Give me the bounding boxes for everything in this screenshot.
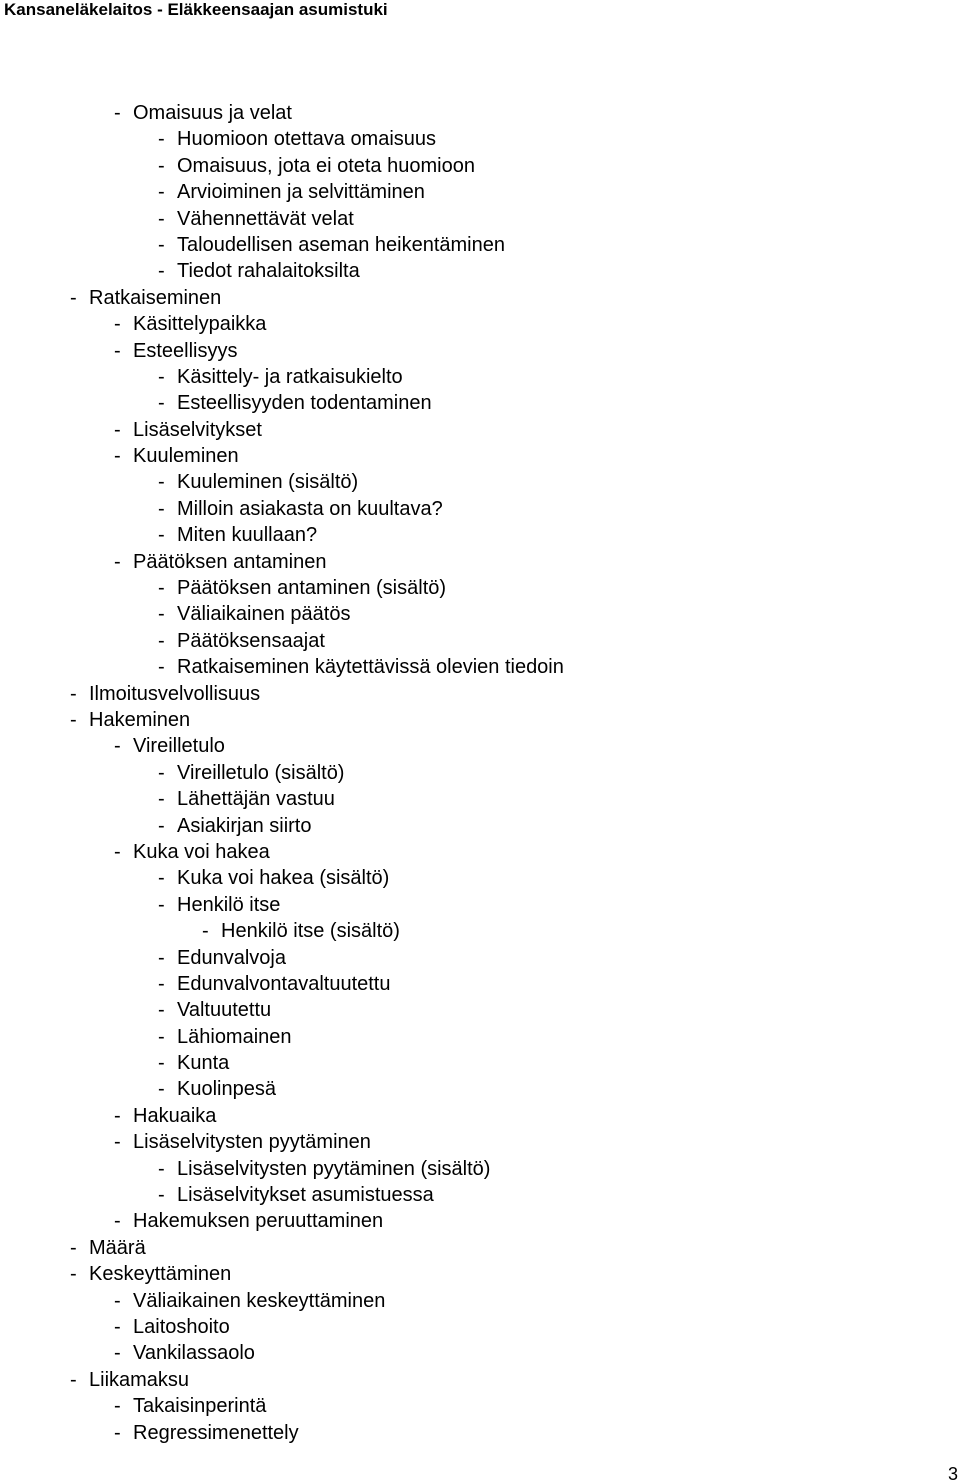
page-number: 3 — [947, 1464, 958, 1484]
toc-item — [0, 1314, 960, 1340]
toc-item-label: Kuka voi hakea (sisältö) — [177, 867, 390, 890]
toc-item-label: Hakeminen — [89, 708, 191, 731]
toc-item-dash: - — [158, 524, 165, 547]
toc-item-dash: - — [114, 1131, 121, 1154]
toc-item — [0, 1393, 960, 1419]
toc-item-dash: - — [114, 445, 121, 468]
toc-item — [0, 839, 960, 865]
toc-item — [0, 1208, 960, 1234]
toc-item-label: Lisäselvitysten pyytäminen (sisältö) — [177, 1157, 491, 1180]
toc-item-label: Esteellisyyden todentaminen — [177, 392, 432, 415]
toc-item — [0, 1050, 960, 1076]
toc-item-dash: - — [158, 1184, 165, 1207]
toc-item — [0, 1261, 960, 1287]
toc-item-dash: - — [158, 788, 165, 811]
toc-item-label: Päätöksen antaminen (sisältö) — [177, 577, 447, 600]
toc-item-label: Vireilletulo (sisältö) — [177, 761, 345, 784]
toc-item-dash: - — [158, 867, 165, 890]
toc-item — [0, 1076, 960, 1102]
toc-item-label: Keskeyttäminen — [89, 1263, 232, 1286]
toc-item-label: Kunta — [177, 1052, 230, 1075]
toc-item-label: Henkilö itse (sisältö) — [221, 920, 400, 943]
toc-item — [0, 206, 960, 232]
toc-item-dash: - — [158, 814, 165, 837]
toc-item — [0, 232, 960, 258]
toc-item-label: Ratkaiseminen käytettävissä olevien tiedoin — [177, 656, 564, 679]
toc-item-label: Miten kuullaan? — [177, 524, 318, 547]
toc-item-label: Kuolinpesä — [177, 1078, 276, 1101]
toc-item — [0, 575, 960, 601]
toc-item-label: Kuuleminen (sisältö) — [177, 471, 359, 494]
toc-item-label: Liikamaksu — [89, 1368, 190, 1391]
toc-item — [0, 865, 960, 891]
toc-item-dash: - — [202, 920, 209, 943]
toc-item-dash: - — [158, 761, 165, 784]
toc-item-dash: - — [158, 471, 165, 494]
toc-item-dash: - — [158, 972, 165, 995]
toc-item-dash: - — [158, 392, 165, 415]
toc-item-label: Kuuleminen — [133, 445, 239, 468]
toc-item — [0, 522, 960, 548]
toc-item — [0, 258, 960, 284]
toc-item — [0, 285, 960, 311]
toc-item-label: Ratkaiseminen — [89, 286, 222, 309]
toc-item — [0, 1024, 960, 1050]
toc-item — [0, 813, 960, 839]
toc-item-label: Omaisuus ja velat — [133, 102, 292, 124]
toc-item-dash: - — [70, 682, 77, 705]
toc-item — [0, 760, 960, 786]
toc-item-label: Lisäselvitykset — [133, 418, 262, 441]
toc-item-label: Lisäselvitysten pyytäminen — [133, 1131, 371, 1154]
toc-item-dash: - — [114, 1315, 121, 1338]
toc-item-dash: - — [114, 840, 121, 863]
toc-item — [0, 496, 960, 522]
toc-item-label: Esteellisyys — [133, 339, 238, 362]
toc-item — [0, 549, 960, 575]
toc-item — [0, 126, 960, 152]
toc-item — [0, 707, 960, 733]
toc-item — [0, 654, 960, 680]
toc-item-label: Käsittely- ja ratkaisukielto — [177, 365, 403, 388]
toc-item — [0, 100, 960, 126]
toc-item-dash: - — [114, 550, 121, 573]
toc-item — [0, 1182, 960, 1208]
toc-item — [0, 1129, 960, 1155]
toc-item-label: Määrä — [89, 1236, 146, 1259]
toc-item — [0, 153, 960, 179]
toc-item-label: Vireilletulo — [133, 735, 225, 758]
toc-item — [0, 1340, 960, 1366]
toc-item-dash: - — [158, 1157, 165, 1180]
toc-item-dash: - — [158, 497, 165, 520]
table-of-contents — [0, 100, 960, 1446]
toc-item — [0, 945, 960, 971]
toc-item-dash: - — [158, 207, 165, 230]
toc-item-dash: - — [158, 1052, 165, 1075]
toc-item-dash: - — [70, 1368, 77, 1391]
toc-item-dash: - — [158, 1078, 165, 1101]
toc-item-label: Väliaikainen päätös — [177, 603, 351, 626]
toc-item-dash: - — [158, 893, 165, 916]
toc-item-label: Takaisinperintä — [133, 1395, 267, 1418]
toc-item-label: Milloin asiakasta on kuultava? — [177, 497, 443, 520]
toc-item-label: Lähiomainen — [177, 1025, 292, 1048]
toc-item-label: Regressimenettely — [133, 1421, 299, 1444]
toc-item-dash: - — [114, 1210, 121, 1233]
toc-item-dash: - — [158, 154, 165, 177]
toc-item-dash: - — [114, 1289, 121, 1312]
toc-item-dash: - — [70, 286, 77, 309]
toc-item — [0, 1156, 960, 1182]
toc-item — [0, 786, 960, 812]
toc-item-label: Huomioon otettava omaisuus — [177, 128, 437, 151]
toc-item-dash: - — [114, 102, 121, 124]
toc-item-dash: - — [158, 577, 165, 600]
toc-item-label: Hakuaika — [133, 1104, 217, 1127]
toc-item — [0, 681, 960, 707]
toc-item — [0, 997, 960, 1023]
toc-item — [0, 1420, 960, 1446]
toc-item — [0, 179, 960, 205]
toc-item-dash: - — [114, 1104, 121, 1127]
toc-item-dash: - — [114, 339, 121, 362]
toc-item-dash: - — [114, 735, 121, 758]
toc-item-dash: - — [70, 708, 77, 731]
toc-item-dash: - — [158, 629, 165, 652]
toc-item-label: Lisäselvitykset asumistuessa — [177, 1184, 434, 1207]
toc-item — [0, 892, 960, 918]
toc-item — [0, 417, 960, 443]
toc-item-dash: - — [158, 603, 165, 626]
toc-item-dash: - — [158, 999, 165, 1022]
toc-item-label: Päätöksensaajat — [177, 629, 325, 652]
toc-item-dash: - — [158, 656, 165, 679]
toc-item-dash: - — [114, 418, 121, 441]
toc-item-label: Hakemuksen peruuttaminen — [133, 1210, 384, 1233]
toc-item-dash: - — [158, 128, 165, 151]
toc-item-dash: - — [158, 1025, 165, 1048]
toc-item — [0, 1235, 960, 1261]
toc-item — [0, 628, 960, 654]
toc-item-label: Ilmoitusvelvollisuus — [89, 682, 261, 705]
toc-item — [0, 971, 960, 997]
toc-item-dash: - — [114, 1421, 121, 1444]
toc-item-dash: - — [114, 1342, 121, 1365]
toc-item-label: Edunvalvontavaltuutettu — [177, 972, 391, 995]
toc-item-label: Lähettäjän vastuu — [177, 788, 335, 811]
toc-item — [0, 733, 960, 759]
toc-item-label: Päätöksen antaminen — [133, 550, 327, 573]
toc-item-dash: - — [158, 233, 165, 256]
toc-item-label: Arvioiminen ja selvittäminen — [177, 181, 425, 204]
toc-item-label: Edunvalvoja — [177, 946, 286, 969]
toc-item — [0, 1288, 960, 1314]
toc-item — [0, 338, 960, 364]
toc-item-label: Tiedot rahalaitoksilta — [177, 260, 360, 283]
toc-item-label: Taloudellisen aseman heikentäminen — [177, 233, 505, 256]
document-header-title: Kansaneläkelaitos - Eläkkeensaajan asumistuki — [4, 0, 388, 19]
toc-item-dash: - — [158, 260, 165, 283]
toc-item — [0, 469, 960, 495]
toc-item — [0, 390, 960, 416]
toc-item — [0, 918, 960, 944]
toc-item-dash: - — [70, 1236, 77, 1259]
toc-item — [0, 311, 960, 337]
toc-item-label: Kuka voi hakea — [133, 840, 270, 863]
toc-item — [0, 443, 960, 469]
toc-item-dash: - — [70, 1263, 77, 1286]
toc-item — [0, 1103, 960, 1129]
toc-item-label: Vankilassaolo — [133, 1342, 255, 1365]
toc-item-label: Asiakirjan siirto — [177, 814, 312, 837]
toc-item-label: Vähennettävät velat — [177, 207, 354, 230]
toc-item — [0, 1367, 960, 1393]
toc-item-dash: - — [158, 365, 165, 388]
toc-item — [0, 364, 960, 390]
toc-item-dash: - — [114, 1395, 121, 1418]
toc-item-label: Väliaikainen keskeyttäminen — [133, 1289, 386, 1312]
toc-item-label: Käsittelypaikka — [133, 313, 267, 336]
toc-item — [0, 601, 960, 627]
toc-item-label: Henkilö itse — [177, 893, 281, 916]
toc-item-dash: - — [114, 313, 121, 336]
toc-item-dash: - — [158, 946, 165, 969]
toc-item-label: Omaisuus, jota ei oteta huomioon — [177, 154, 475, 177]
toc-item-label: Laitoshoito — [133, 1315, 230, 1338]
toc-item-dash: - — [158, 181, 165, 204]
toc-item-label: Valtuutettu — [177, 999, 272, 1022]
